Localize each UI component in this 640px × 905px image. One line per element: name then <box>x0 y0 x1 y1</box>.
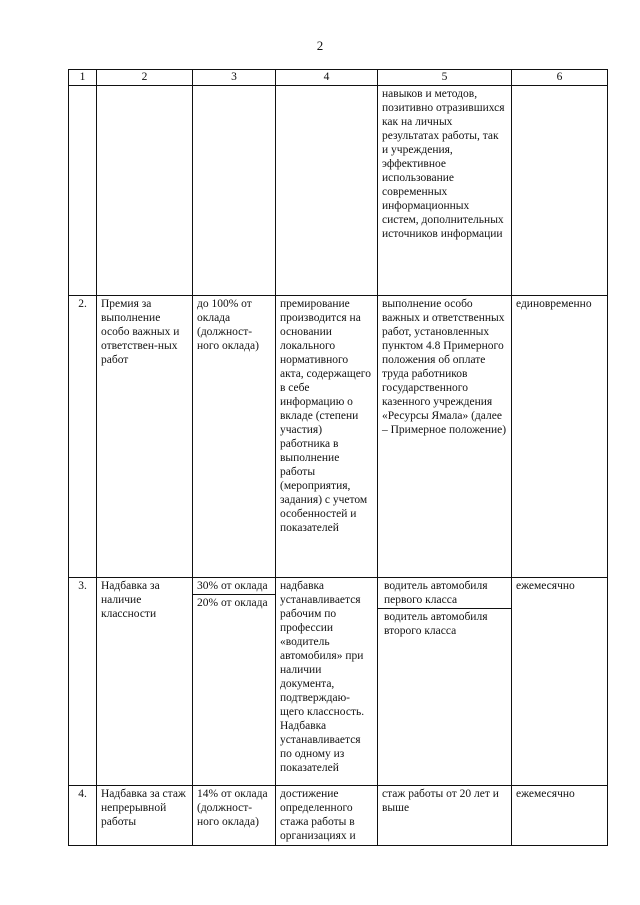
criteria-cell: стаж работы от 20 лет и выше <box>378 786 512 846</box>
amount-option: 20% от оклада <box>193 594 275 611</box>
column-number: 4 <box>276 70 378 86</box>
column-number: 5 <box>378 70 512 86</box>
conditions-cell: премирование производится на основании локального нормативного акта, содержащего в себе информацию о вкладе (степени участия) работника в выполнение работы (мероприятия, задания) с учетом особенностей и показателей <box>276 296 378 578</box>
payment-name-cell: Надбавка за стаж непрерывной работы <box>97 786 193 846</box>
column-number: 1 <box>69 70 97 86</box>
column-number: 3 <box>193 70 276 86</box>
payment-table <box>68 69 608 846</box>
column-number: 2 <box>97 70 193 86</box>
frequency-cell: ежемесячно <box>512 578 608 786</box>
conditions-cell: достижение определенного стажа работы в организациях и <box>276 786 378 846</box>
amount-cell: 14% от оклада (должност-ного оклада) <box>193 786 276 846</box>
payment-name-cell: Надбавка за наличие классности <box>97 578 193 786</box>
column-number: 6 <box>512 70 608 86</box>
column-number-row <box>69 70 608 86</box>
table-row <box>69 578 608 786</box>
amount-cell: до 100% от оклада (должност-ного оклада) <box>193 296 276 578</box>
criteria-cell: выполнение особо важных и ответственных работ, установленных пунктом 4.8 Примерного положения об оплате труда работников государственного казенного учреждения «Ресурсы Ямала» (далее – Примерное положение) <box>378 296 512 578</box>
table-row <box>69 786 608 846</box>
row-number: 2. <box>69 296 97 578</box>
page-number: 2 <box>316 38 324 53</box>
frequency-cell: единовременно <box>512 296 608 578</box>
payment-name-cell: Премия за выполнение особо важных и ответствен-ных работ <box>97 296 193 578</box>
amount-cell <box>193 578 276 786</box>
criteria-option: водитель автомобиля второго класса <box>378 608 511 639</box>
conditions-cell: надбавка устанавливается рабочим по профессии «водитель автомобиля» при наличии документа, подтверждаю-щего классность. Надбавка устанавливается по одному из показателей <box>276 578 378 786</box>
table-row <box>69 86 608 296</box>
row-number: 4. <box>69 786 97 846</box>
amount-option: 30% от оклада <box>197 580 268 592</box>
row-number: 3. <box>69 578 97 786</box>
criteria-option: водитель автомобиля первого класса <box>384 580 488 606</box>
table-row <box>69 296 608 578</box>
criteria-cell: навыков и методов, позитивно отразившихся как на личных результатах работы, так и учреждения, эффективное использование современных информационных систем, дополнительных источников информации <box>378 86 512 296</box>
frequency-cell: ежемесячно <box>512 786 608 846</box>
criteria-cell <box>378 578 512 786</box>
